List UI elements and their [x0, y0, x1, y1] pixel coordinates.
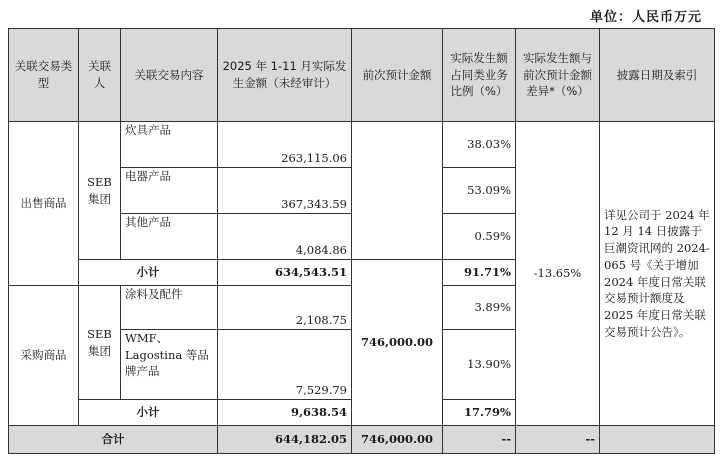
item-amount: 7,529.79	[218, 330, 352, 400]
diff-cell: -13.65%	[516, 122, 600, 426]
total-disclosure-blank	[600, 426, 715, 454]
unit-label: 单位：人民币万元	[589, 10, 702, 25]
disclosure-cell: 详见公司于 2024 年 12 月 14 日披露于巨潮资讯网的 2024-065 号《关于增加 2024 年度日常关联交易预计额度及 2025 年度日常关联交易预计公告》。	[600, 122, 715, 426]
purchase-party-cell: SEB 集团	[79, 286, 121, 400]
header-party: 关联人	[79, 29, 121, 122]
subtotal-ratio: 91.71%	[443, 260, 516, 286]
total-estimate: 746,000.00	[352, 426, 443, 454]
header-row	[9, 29, 715, 122]
estimate-cell: 746,000.00	[352, 260, 443, 426]
total-ratio: --	[443, 426, 516, 454]
item-content: 炊具产品	[121, 122, 218, 168]
total-row	[9, 426, 715, 454]
related-transactions-table	[8, 28, 715, 454]
header-amount-2025: 2025 年 1-11 月实际发生金额（未经审计）	[218, 29, 352, 122]
subtotal-amount: 9,638.54	[218, 400, 352, 426]
item-amount: 2,108.75	[218, 286, 352, 330]
item-amount: 367,343.59	[218, 168, 352, 214]
header-prev-estimate: 前次预计金额	[352, 29, 443, 122]
item-content: WMF、Lagostina 等品牌产品	[121, 330, 218, 400]
header-type: 关联交易类型	[9, 29, 79, 122]
header-diff: 实际发生额与前次预计金额差异*（%）	[516, 29, 600, 122]
item-ratio: 0.59%	[443, 214, 516, 260]
subtotal-label: 小计	[79, 260, 218, 286]
total-diff: --	[516, 426, 600, 454]
sales-type-cell: 出售商品	[9, 122, 79, 286]
subtotal-amount: 634,543.51	[218, 260, 352, 286]
item-content: 其他产品	[121, 214, 218, 260]
header-content: 关联交易内容	[121, 29, 218, 122]
sales-estimate-blank	[352, 122, 443, 260]
subtotal-label: 小计	[79, 400, 218, 426]
purchase-type-cell: 采购商品	[9, 286, 79, 426]
table-row	[9, 122, 715, 168]
sales-party-cell: SEB 集团	[79, 122, 121, 260]
subtotal-ratio: 17.79%	[443, 400, 516, 426]
total-amount: 644,182.05	[218, 426, 352, 454]
total-label: 合计	[9, 426, 218, 454]
item-ratio: 13.90%	[443, 330, 516, 400]
header-disclosure: 披露日期及索引	[600, 29, 715, 122]
item-content: 电器产品	[121, 168, 218, 214]
item-ratio: 53.09%	[443, 168, 516, 214]
item-amount: 4,084.86	[218, 214, 352, 260]
item-ratio: 38.03%	[443, 122, 516, 168]
item-amount: 263,115.06	[218, 122, 352, 168]
item-ratio: 3.89%	[443, 286, 516, 330]
header-ratio: 实际发生额占同类业务比例（%）	[443, 29, 516, 122]
item-content: 涂料及配件	[121, 286, 218, 330]
